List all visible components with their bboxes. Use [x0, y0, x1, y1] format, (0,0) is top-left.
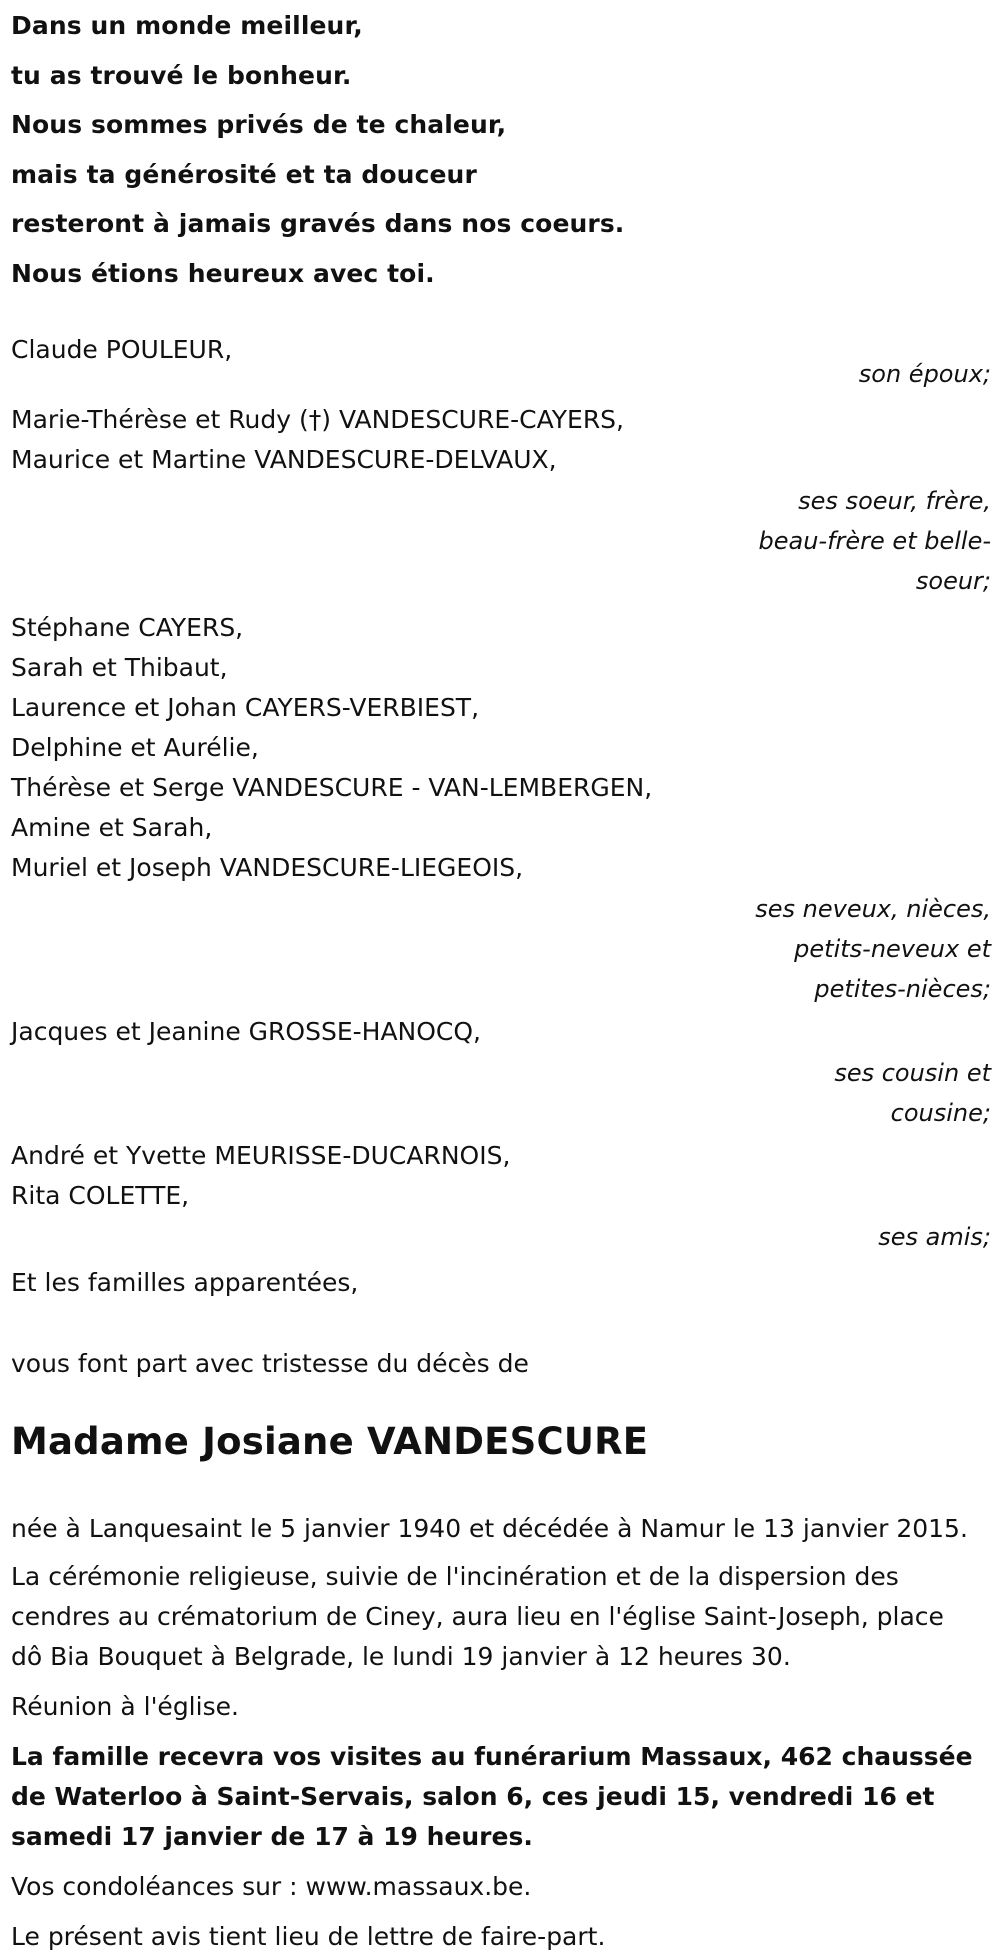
- family-role: [721, 354, 991, 394]
- family-name: Marie-Thérèse et Rudy (†) VANDESCURE-CAYERS,: [11, 404, 625, 434]
- notice-line: Le présent avis tient lieu de lettre de faire-part.: [11, 1921, 606, 1951]
- role-line: ses amis;: [878, 1222, 991, 1251]
- poem: [11, 0, 991, 299]
- poem-line: resteront à jamais gravés dans nos coeurs.: [11, 209, 625, 239]
- ceremony-details: La cérémonie religieuse, suivie de l'incinération et de la dispersion des cendres au crématorium de Ciney, aura lieu en l'église Saint-Joseph, place dô Bia Bouquet à Belgrade, le lundi 19 janvier à 12 heures 30.: [11, 1561, 944, 1671]
- birth-death-dates: née à Lanquesaint le 5 janvier 1940 et décédée à Namur le 13 janvier 2015.: [11, 1513, 968, 1543]
- announcement-intro: vous font part avec tristesse du décès de: [11, 1348, 529, 1378]
- family-name: Rita COLETTE,: [11, 1180, 190, 1210]
- poem-line: Nous étions heureux avec toi.: [11, 258, 435, 288]
- role-line: ses neveux, nièces,: [755, 894, 991, 923]
- family-role: [721, 1217, 991, 1257]
- relatives-line: Et les familles apparentées,: [11, 1267, 359, 1297]
- funeral-home-visits: La famille recevra vos visites au funérarium Massaux, 462 chaussée de Waterloo à Saint-Servais, salon 6, ces jeudi 15, vendredi 16 et samedi 17 janvier de 17 à 19 heures.: [11, 1741, 973, 1851]
- family-name: Delphine et Aurélie,: [11, 732, 259, 762]
- role-line: petits-neveux et: [794, 934, 991, 963]
- family-group-friends: [11, 1136, 991, 1257]
- family-role: [721, 1053, 991, 1133]
- family-role: [721, 481, 991, 601]
- role-line: petites-nièces;: [814, 974, 991, 1003]
- family-group-cousins: [11, 1012, 991, 1133]
- role-line: ses soeur, frère,: [798, 486, 991, 515]
- role-line: son époux;: [858, 359, 991, 388]
- family-name: Amine et Sarah,: [11, 812, 213, 842]
- family-name: Jacques et Jeanine GROSSE-HANOCQ,: [11, 1016, 482, 1046]
- family-name: Maurice et Martine VANDESCURE-DELVAUX,: [11, 444, 557, 474]
- family-group-siblings: [11, 400, 991, 601]
- family-group-spouse: [11, 330, 991, 394]
- meeting-place: Réunion à l'église.: [11, 1691, 239, 1721]
- role-line: ses cousin et: [834, 1058, 991, 1087]
- family-name: Thérèse et Serge VANDESCURE - VAN-LEMBERGEN,: [11, 772, 653, 802]
- family-role: [721, 889, 991, 1009]
- family-name: Stéphane CAYERS,: [11, 612, 244, 642]
- obituary-notice: [11, 0, 991, 1957]
- poem-line: tu as trouvé le bonheur.: [11, 60, 352, 90]
- poem-line: mais ta générosité et ta douceur: [11, 159, 477, 189]
- condolences-line: Vos condoléances sur : www.massaux.be.: [11, 1871, 532, 1901]
- poem-line: Dans un monde meilleur,: [11, 11, 363, 40]
- family-name: Muriel et Joseph VANDESCURE-LIEGEOIS,: [11, 852, 524, 882]
- role-line: soeur;: [915, 566, 991, 595]
- role-line: cousine;: [890, 1098, 991, 1127]
- family-name: Claude POULEUR,: [11, 334, 233, 364]
- family-group-nephews: [11, 608, 991, 1009]
- poem-line: Nous sommes privés de te chaleur,: [11, 110, 507, 140]
- deceased-name: Madame Josiane VANDESCURE: [11, 1419, 649, 1463]
- family-name: Sarah et Thibaut,: [11, 652, 228, 682]
- family-name: Laurence et Johan CAYERS-VERBIEST,: [11, 692, 480, 722]
- family-name: André et Yvette MEURISSE-DUCARNOIS,: [11, 1140, 511, 1170]
- role-line: beau-frère et belle-: [758, 526, 991, 555]
